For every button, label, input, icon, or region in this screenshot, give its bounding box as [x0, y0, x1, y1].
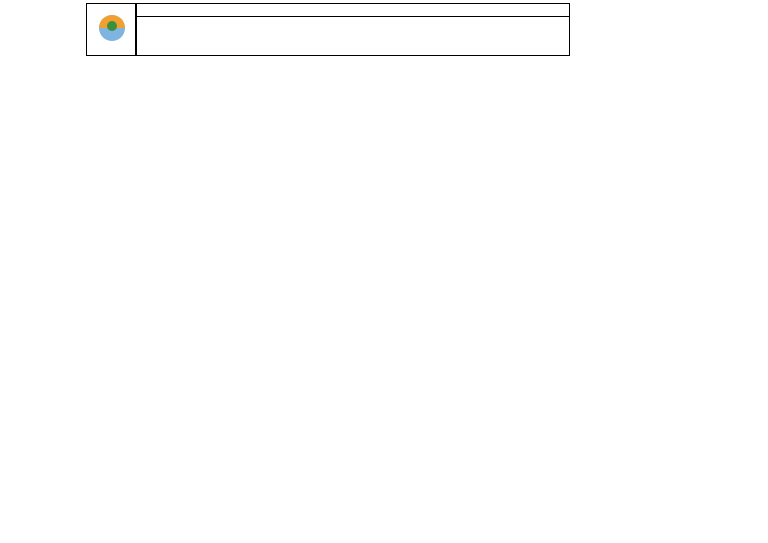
company-logo [86, 3, 136, 56]
document-header [86, 3, 686, 56]
title-cell [136, 16, 570, 56]
company-cell [136, 3, 570, 17]
